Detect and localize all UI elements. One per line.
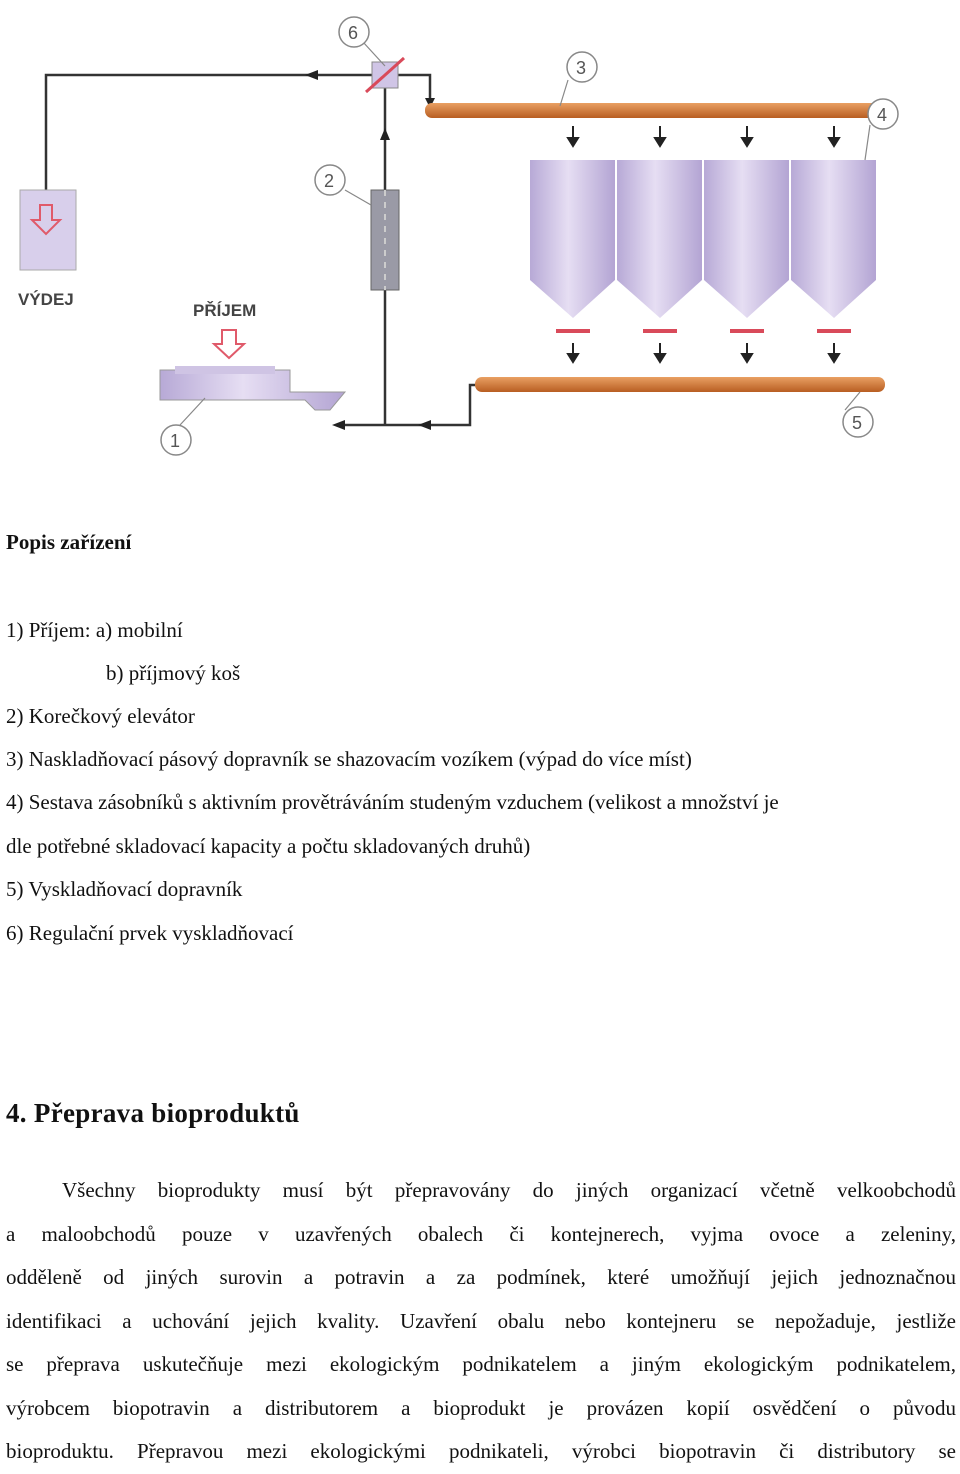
list-item: dle potřebné skladovací kapacity a počtu skladovaných druhů) (6, 834, 531, 858)
paragraph-line: a maloobchodů pouze v uzavřených obalech či kontejnerech, vyjma ovoce a zeleniny, (6, 1221, 956, 1246)
silo-gates (556, 329, 851, 333)
marker-3-label: 3 (576, 58, 587, 78)
marker-5-label: 5 (852, 413, 863, 433)
paragraph-line: výrobcem biopotravin a distributorem a bioprodukt je provázen kopií osvědčení o původu (6, 1395, 956, 1420)
paragraph-line: Všechny bioprodukty musí být přepravovány do jiných organizací včetně velkoobchodů (62, 1178, 956, 1202)
silo-fill-arrows (568, 126, 839, 146)
section-heading-preprava: 4. Přeprava bioproduktů (6, 1098, 300, 1128)
bottom-conveyor (475, 377, 885, 392)
list-item: 1) Příjem: a) mobilní (6, 618, 183, 642)
paragraph (6, 1169, 956, 1474)
silo (617, 160, 702, 318)
intake-hopper (160, 366, 345, 410)
list-item: b) příjmový koš (106, 661, 241, 685)
paragraph-line: identifikaci a uchování jejich kvality. Uzavření obalu nebo kontejneru se nepožaduje, jestliže (6, 1308, 956, 1333)
marker-6-label: 6 (348, 23, 359, 43)
list-item: 5) Vyskladňovací dopravník (6, 877, 243, 901)
output-box (20, 190, 76, 270)
vydej-label: VÝDEJ (18, 290, 74, 309)
silo (791, 160, 876, 318)
marker-1-label: 1 (170, 431, 181, 451)
top-conveyor (425, 103, 895, 118)
flow-arrows (305, 70, 435, 430)
silos (530, 160, 876, 318)
paragraph-line: bioproduktu. Přepravou mezi ekologickými podnikateli, výrobci biopotravin či distributory se (6, 1439, 956, 1463)
section-heading-popis: Popis zařízení (6, 530, 132, 554)
paragraph-line: se přeprava uskutečňuje mezi ekologickým podnikatelem a jiným ekologickým podnikatelem, (6, 1352, 956, 1376)
list-item: 3) Naskladňovací pásový dopravník se shazovacím vozíkem (výpad do více míst) (6, 747, 692, 771)
list-item: 6) Regulační prvek vyskladňovací (6, 921, 294, 945)
marker-2-label: 2 (324, 171, 335, 191)
storage-system-diagram (0, 0, 960, 470)
silo (530, 160, 615, 318)
silo-discharge-arrows (568, 343, 839, 362)
input-arrow-icon (214, 330, 244, 358)
regulator-valve (366, 58, 404, 92)
paragraph-line: odděleně od jiných surovin a potravin a za podmínek, které umožňují jejich jednoznačnou (6, 1265, 956, 1289)
marker-4-label: 4 (877, 105, 888, 125)
silo (704, 160, 789, 318)
list-item: 4) Sestava zásobníků s aktivním provětráváním studeným vzduchem (velikost a množství je (6, 790, 779, 814)
list-item: 2) Korečkový elevátor (6, 704, 195, 728)
prijem-label: PŘÍJEM (193, 301, 257, 320)
